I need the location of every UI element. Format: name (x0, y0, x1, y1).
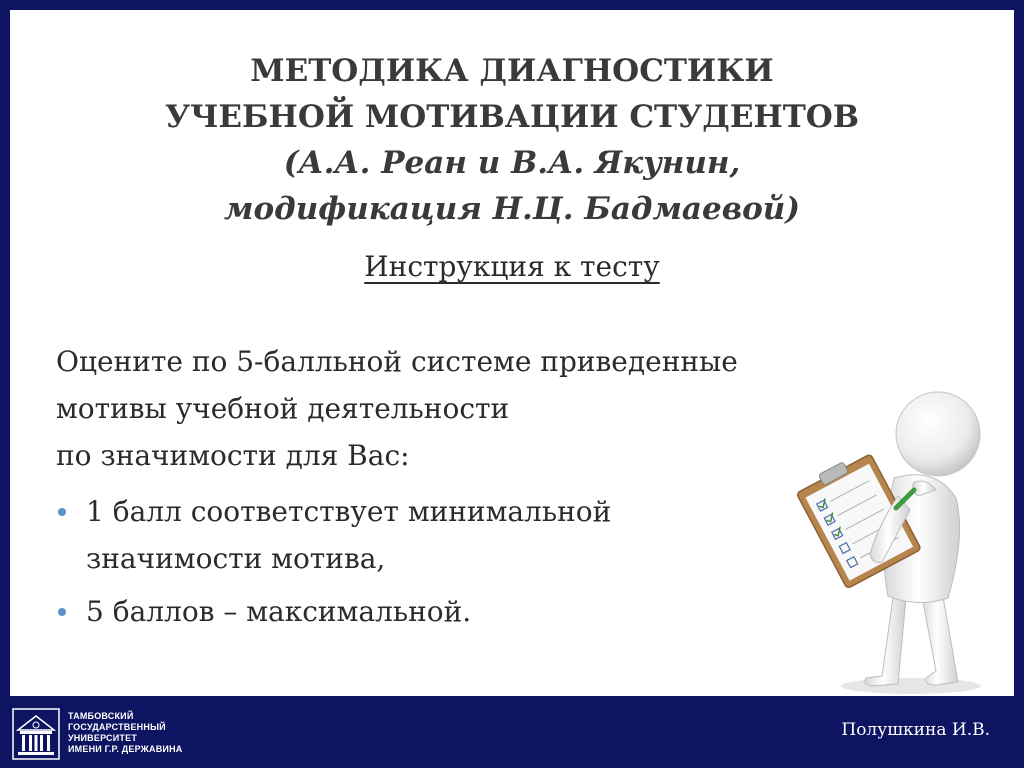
university-name-line-2: ГОСУДАРСТВЕННЫЙ (68, 722, 166, 732)
bullet-dot-icon (58, 508, 66, 516)
bullet-2-line-1: 5 баллов – максимальной. (86, 595, 472, 628)
subtitle-text: Инструкция к тесту (364, 250, 660, 283)
university-name-line-1: ТАМБОВСКИЙ (68, 711, 134, 721)
instruction-line-2: мотивы учебной деятельности (56, 392, 510, 425)
bullet-1-line-1: 1 балл соответствует минимальной (86, 495, 612, 528)
bullet-list (56, 488, 776, 641)
title-line-4: модификация Н.Ц. Бадмаевой) (224, 191, 800, 227)
instruction-line-3: по значимости для Вас: (56, 439, 410, 472)
bullet-dot-icon (58, 608, 66, 616)
title-line-2: УЧЕБНОЙ МОТИВАЦИИ СТУДЕНТОВ (164, 99, 860, 135)
content-panel (10, 10, 1014, 696)
list-item (56, 588, 776, 635)
section-subtitle (10, 250, 1014, 283)
instruction-line-1: Оцените по 5-балльной системе приведенные (56, 345, 738, 378)
university-name (68, 711, 182, 755)
university-logo-icon (12, 708, 60, 760)
author-name: Полушкина И.В. (841, 720, 990, 740)
list-item (56, 488, 776, 582)
slide-title (10, 48, 1014, 232)
title-line-3: (А.А. Реан и В.А. Якунин, (283, 145, 741, 181)
person-with-clipboard-icon (786, 386, 1006, 696)
bullet-1-line-2: значимости мотива, (86, 542, 386, 575)
university-name-line-3: УНИВЕРСИТЕТ (68, 733, 138, 743)
title-line-1: МЕТОДИКА ДИАГНОСТИКИ (250, 53, 774, 89)
university-name-line-4: ИМЕНИ Г.Р. ДЕРЖАВИНА (68, 744, 183, 754)
